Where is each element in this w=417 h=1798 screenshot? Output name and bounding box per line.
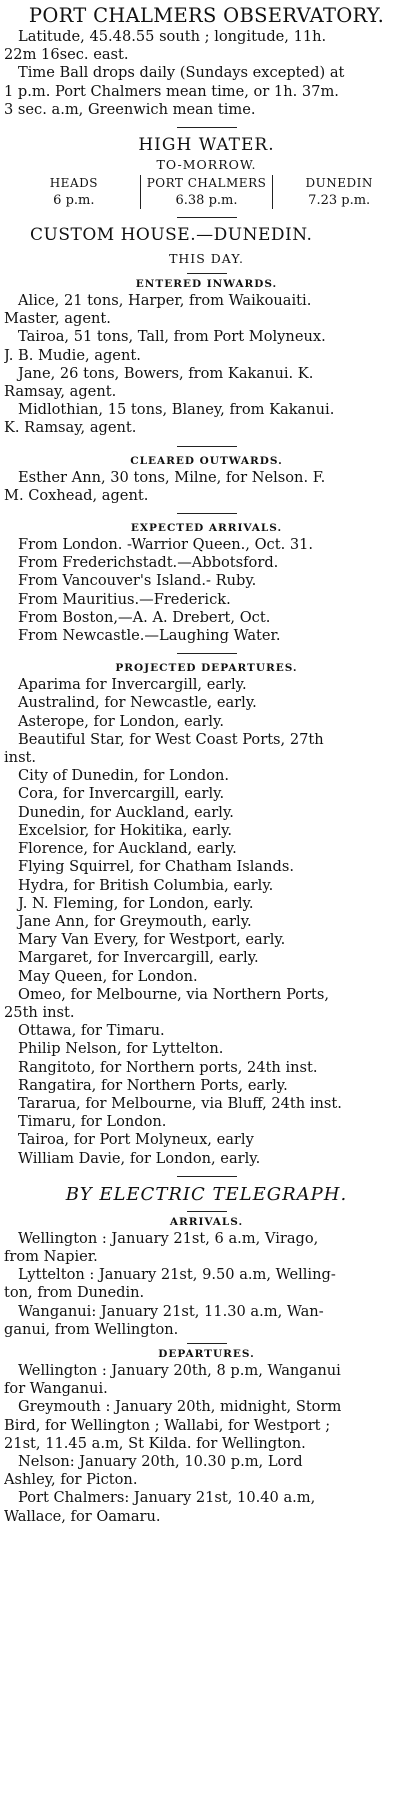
entered-inwards-line: Midlothian, 15 tons, Blaney, from Kakanui.: [18, 401, 335, 419]
cleared-outwards-list: [4, 469, 409, 505]
divider: [187, 273, 227, 274]
telegraph-arrivals-heading: ARRIVALS.: [169, 1215, 244, 1228]
projected-departure-line: Mary Van Every, for Westport, early.: [18, 931, 286, 949]
high-water-time: 7.23 p.m.: [308, 193, 371, 209]
divider: [177, 217, 237, 218]
telegraph-arrivals-list: [4, 1230, 409, 1339]
projected-departure-line: Timaru, for London.: [18, 1113, 167, 1131]
high-water-table: [8, 175, 405, 209]
expected-arrival-line: From Mauritius.—Frederick.: [18, 590, 231, 608]
high-water-title: HIGH WATER.: [138, 135, 275, 156]
projected-departure-line: Asterope, for London, early.: [18, 712, 224, 730]
telegraph-departure-line: 21st, 11.45 a.m, St Kilda. for Wellington.: [4, 1434, 306, 1452]
custom-house-subtitle: THIS DAY.: [169, 251, 244, 267]
observatory-line: 3 sec. a.m, Greenwich mean time.: [4, 100, 256, 118]
high-water-subtitle: TO-MORROW.: [156, 157, 257, 173]
observatory-line: Time Ball drops daily (Sundays excepted) at: [18, 64, 345, 82]
projected-departure-line: William Davie, for London, early.: [18, 1149, 261, 1167]
telegraph-departures-heading: DEPARTURES.: [158, 1347, 255, 1360]
telegraph-departure-line: for Wanganui.: [4, 1380, 108, 1398]
projected-departure-line: inst.: [4, 749, 37, 767]
high-water-place: HEADS: [49, 176, 98, 191]
projected-departure-line: Jane Ann, for Greymouth, early.: [18, 912, 252, 930]
telegraph-departure-line: Wellington : January 20th, 8 p.m, Wanganui: [18, 1361, 341, 1379]
telegraph-departures-list: [4, 1362, 409, 1526]
observatory-line: 22m 16sec. east.: [4, 46, 129, 64]
high-water-time: 6.38 p.m.: [175, 193, 238, 209]
entered-inwards-heading: ENTERED INWARDS.: [135, 278, 278, 291]
telegraph-arrival-line: ton, from Dunedin.: [4, 1284, 145, 1302]
observatory-line: 1 p.m. Port Chalmers mean time, or 1h. 37m.: [4, 82, 339, 100]
high-water-column: [8, 175, 140, 209]
telegraph-departure-line: Ashley, for Picton.: [4, 1471, 138, 1489]
high-water-place: PORT CHALMERS: [146, 176, 267, 191]
telegraph-departure-line: Port Chalmers: January 21st, 10.40 a.m,: [18, 1489, 316, 1507]
projected-departure-line: Australind, for Newcastle, early.: [18, 694, 257, 712]
expected-arrivals-heading: EXPECTED ARRIVALS.: [130, 522, 283, 535]
expected-arrival-line: From Newcastle.—Laughing Water.: [18, 627, 281, 645]
projected-departure-line: Philip Nelson, for Lyttelton.: [18, 1040, 224, 1058]
divider: [177, 653, 237, 654]
projected-departures-list: [4, 676, 409, 1167]
cleared-outwards-line: Esther Ann, 30 tons, Milne, for Nelson. F.: [18, 468, 326, 486]
entered-inwards-line: Ramsay, agent.: [4, 383, 117, 401]
entered-inwards-line: Tairoa, 51 tons, Tall, from Port Molyneux.: [18, 328, 326, 346]
observatory-body: [4, 28, 409, 119]
divider: [187, 1343, 227, 1344]
observatory-title: PORT CHALMERS OBSERVATORY.: [28, 4, 385, 27]
projected-departure-line: Tairoa, for Port Molyneux, early: [18, 1131, 254, 1149]
projected-departure-line: Dunedin, for Auckland, early.: [18, 803, 234, 821]
high-water-column: [140, 175, 274, 209]
expected-arrival-line: From Vancouver's Island.- Ruby.: [18, 572, 257, 590]
entered-inwards-line: J. B. Mudie, agent.: [4, 346, 141, 364]
expected-arrival-line: From London. -Warrior Queen., Oct. 31.: [18, 536, 314, 554]
high-water-column: [273, 175, 405, 209]
telegraph-arrival-line: Lyttelton : January 21st, 9.50 a.m, Welling-: [18, 1266, 336, 1284]
telegraph-departure-line: Wallace, for Oamaru.: [4, 1507, 161, 1525]
projected-departure-line: Aparima for Invercargill, early.: [18, 676, 247, 694]
telegraph-departure-line: Bird, for Wellington ; Wallabi, for Westport ;: [4, 1416, 331, 1434]
telegraph-arrival-line: ganui, from Wellington.: [4, 1320, 179, 1338]
projected-departure-line: Tararua, for Melbourne, via Bluff, 24th inst.: [18, 1094, 342, 1112]
entered-inwards-line: Alice, 21 tons, Harper, from Waikouaiti.: [18, 292, 312, 310]
projected-departure-line: Beautiful Star, for West Coast Ports, 27th: [18, 730, 324, 748]
high-water-time: 6 p.m.: [53, 193, 95, 209]
projected-departure-line: Omeo, for Melbourne, via Northern Ports,: [18, 985, 330, 1003]
projected-departure-line: Hydra, for British Columbia, early.: [18, 876, 274, 894]
projected-departure-line: Florence, for Auckland, early.: [18, 840, 237, 858]
projected-departure-line: Cora, for Invercargill, early.: [18, 785, 225, 803]
observatory-line: Latitude, 45.48.55 south ; longitude, 11h.: [18, 28, 327, 45]
high-water-place: DUNEDIN: [305, 176, 373, 191]
entered-inwards-line: K. Ramsay, agent.: [4, 419, 137, 437]
divider: [177, 513, 237, 514]
divider: [187, 1211, 227, 1212]
expected-arrivals-list: [4, 536, 409, 645]
projected-departure-line: City of Dunedin, for London.: [18, 767, 230, 785]
cleared-outwards-heading: CLEARED OUTWARDS.: [130, 454, 283, 467]
expected-arrival-line: From Frederichstadt.—Abbotsford.: [18, 554, 279, 572]
projected-departure-line: May Queen, for London.: [18, 967, 198, 985]
divider: [177, 127, 237, 128]
telegraph-arrival-line: Wellington : January 21st, 6 a.m, Virago,: [18, 1229, 319, 1247]
telegraph-arrival-line: from Napier.: [4, 1247, 98, 1265]
entered-inwards-list: [4, 292, 409, 438]
projected-departures-heading: PROJECTED DEPARTURES.: [115, 662, 298, 675]
projected-departure-line: Ottawa, for Timaru.: [18, 1022, 165, 1040]
projected-departure-line: Excelsior, for Hokitika, early.: [18, 821, 233, 839]
projected-departure-line: 25th inst.: [4, 1003, 75, 1021]
entered-inwards-line: Jane, 26 tons, Bowers, from Kakanui. K.: [18, 364, 314, 382]
divider: [177, 1176, 237, 1177]
projected-departure-line: J. N. Fleming, for London, early.: [18, 894, 254, 912]
telegraph-departure-line: Greymouth : January 20th, midnight, Storm: [18, 1398, 342, 1416]
telegraph-arrival-line: Wanganui: January 21st, 11.30 a.m, Wan-: [18, 1302, 324, 1320]
telegraph-departure-line: Nelson: January 20th, 10.30 p.m, Lord: [18, 1452, 303, 1470]
projected-departure-line: Rangitoto, for Northern ports, 24th inst.: [18, 1058, 318, 1076]
projected-departure-line: Flying Squirrel, for Chatham Islands.: [18, 858, 295, 876]
custom-house-title: CUSTOM HOUSE.—DUNEDIN.: [30, 225, 313, 246]
projected-departure-line: Margaret, for Invercargill, early.: [18, 949, 259, 967]
entered-inwards-line: Master, agent.: [4, 310, 111, 328]
telegraph-title: BY ELECTRIC TELEGRAPH.: [65, 1183, 348, 1205]
projected-departure-line: Rangatira, for Northern Ports, early.: [18, 1076, 288, 1094]
divider: [177, 446, 237, 447]
expected-arrival-line: From Boston,—A. A. Drebert, Oct.: [18, 608, 271, 626]
cleared-outwards-line: M. Coxhead, agent.: [4, 486, 149, 504]
